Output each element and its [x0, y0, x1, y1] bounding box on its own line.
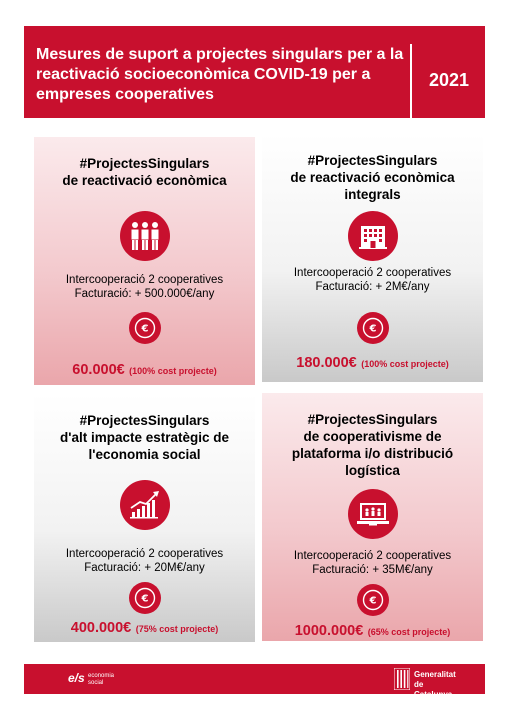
euro-icon — [357, 312, 389, 344]
requirement-turnover: Facturació: + 20M€/any — [84, 562, 205, 574]
growth-chart-icon — [120, 480, 170, 530]
page-title: Mesures de suport a projectes singulars per a la reactivació socioeconòmica COVID-19 per a empreses cooperatives — [36, 46, 404, 103]
euro-icon — [357, 584, 389, 616]
card-title: #ProjectesSingulars d'alt impacte estratègic de l'economia social — [59, 413, 230, 462]
economia-social-text: economia social — [88, 673, 115, 686]
euro-icon — [129, 312, 161, 344]
requirement-intercooperation: Intercooperació 2 cooperatives — [293, 267, 452, 279]
euro-icon — [129, 582, 161, 614]
funding-amount-line — [34, 361, 255, 379]
card-reactivacio-integrals — [262, 134, 483, 382]
funding-note: (100% cost projecte) — [361, 359, 449, 369]
requirement-turnover: Facturació: + 500.000€/any — [74, 288, 215, 300]
requirement-intercooperation: Intercooperació 2 cooperatives — [65, 274, 224, 286]
funding-note: (65% cost projecte) — [367, 627, 451, 637]
svg-text:€: € — [369, 323, 376, 335]
funding-amount: 1000.000€ — [294, 623, 364, 639]
requirement-turnover: Facturació: + 35M€/any — [312, 564, 433, 576]
funding-amount: 180.000€ — [296, 355, 357, 371]
footer-banner — [24, 664, 485, 699]
senyera-icon — [394, 668, 410, 690]
svg-text:€: € — [141, 593, 148, 605]
card-title: #ProjectesSingulars de reactivació econòmica — [62, 156, 227, 188]
generalitat-text: Generalitat de Catalunya — [414, 670, 456, 699]
card-title: #ProjectesSingulars de reactivació econòmica integrals — [290, 153, 455, 202]
svg-text:€: € — [141, 323, 148, 335]
funding-amount: 400.000€ — [70, 620, 132, 636]
card-alt-impacte — [34, 394, 255, 642]
card-reactivacio — [34, 137, 255, 385]
header-year: 2021 — [428, 70, 470, 90]
header-banner — [24, 26, 485, 118]
funding-note: (100% cost projecte) — [129, 366, 217, 376]
requirement-intercooperation: Intercooperació 2 cooperatives — [293, 550, 452, 562]
card-title: #ProjectesSingulars de cooperativisme de plataforma i/o distribució logística — [291, 412, 454, 478]
funding-amount-line — [262, 622, 483, 640]
platform-computer-icon — [348, 489, 398, 539]
funding-amount: 60.000€ — [72, 362, 125, 378]
header-divider — [410, 44, 412, 118]
requirement-turnover: Facturació: + 2M€/any — [315, 281, 430, 293]
svg-text:€: € — [369, 595, 376, 607]
people-icon — [120, 211, 170, 261]
funding-note: (75% cost projecte) — [135, 624, 219, 634]
funding-amount-line — [262, 354, 483, 372]
card-cooperativisme-plataforma — [262, 393, 483, 641]
requirement-intercooperation: Intercooperació 2 cooperatives — [65, 548, 224, 560]
funding-amount-line — [34, 619, 255, 637]
economia-social-mark: e/s — [68, 671, 85, 685]
building-icon — [348, 211, 398, 261]
